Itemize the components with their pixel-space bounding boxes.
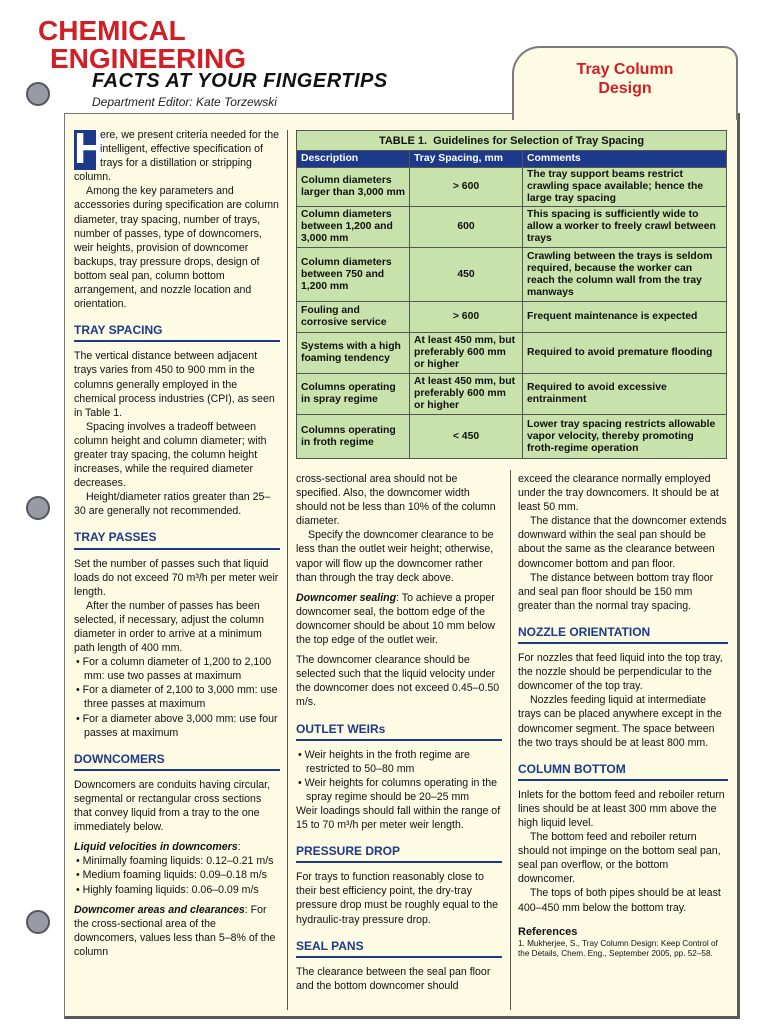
tray-spacing-p2: Spacing involves a tradeoff between column height and column diameter; with greater tray spacing, the column height increases, while the required diameter decreases. <box>74 420 267 490</box>
velocities-title: Liquid velocities in downcomers: <box>74 841 241 854</box>
table-row <box>297 374 727 415</box>
mid-p1: cross-sectional area should not be specified. Also, the downcomer width should not be less than 10% of the column diameter. <box>296 473 496 528</box>
tray-passes-p2: After the number of passes has been selected, if necessary, adjust the column diameter in order to arrive at a minimum path length of 400 mm. <box>74 599 264 655</box>
right-p2: The distance that the downcomer extends downward within the seal pan should be about the same as the clearance between downcomer bottom and pan floor. <box>518 515 727 570</box>
table-row <box>297 207 727 248</box>
tray-passes-p1: Set the number of passes such that liquid loads do not exceed 70 m³/h per meter weir length. <box>74 557 279 598</box>
left-column <box>74 124 280 959</box>
table-header-cell: Description <box>297 151 410 168</box>
table-row <box>297 168 727 207</box>
column-bottom-p2: The bottom feed and reboiler return should not impinge on the bottom seal pan, seal pan overflow, or the bottom downcomer. <box>518 831 721 886</box>
mid-p2: Specify the downcomer clearance to be less than the outlet weir height; otherwise, vapor will flow up the downcomer rather than through the tray deck above. <box>296 529 494 584</box>
department-editor: Department Editor: Kate Torzewski <box>92 95 277 109</box>
heading-pressure-drop: PRESSURE DROP <box>296 837 502 863</box>
tray-passes-list <box>74 655 280 740</box>
tray-spacing-p1: The vertical distance between adjacent trays varies from 450 to 900 mm in the columns generally employed in the chemical process industries (CPI), as seen in Table 1. <box>74 350 275 419</box>
outlet-weirs-p1: Weir loadings should fall within the range of 15 to 70 m³/h per meter weir length. <box>296 804 501 832</box>
binder-hole-top <box>26 82 50 106</box>
table-cell: Crawling between the trays is seldom required, because the worker can reach the column wall from the tray manways <box>523 248 727 302</box>
table-row <box>297 415 727 459</box>
downcomers-p1: Downcomers are conduits having circular, segmental or rectangular cross sections that convey liquid from a tray to the one immediately below. <box>74 778 271 834</box>
right-p3: The distance between bottom tray floor and seal pan floor should be 150 mm greater than the normal tray spacing. <box>518 571 714 612</box>
middle-column <box>296 472 502 993</box>
table-cell: At least 450 mm, but preferably 600 mm or higher <box>410 333 523 374</box>
heading-tray-spacing: TRAY SPACING <box>74 316 280 342</box>
list-item: • Minimally foaming liquids: 0.12–0.21 m/s <box>74 854 280 868</box>
mid-p4: The downcomer clearance should be selected such that the liquid velocity under the downcomer does not exceed 0.45–0.50 m/s. <box>296 654 500 709</box>
table-cell: 600 <box>410 207 523 248</box>
heading-tray-passes: TRAY PASSES <box>74 523 280 549</box>
table-header-row <box>297 151 727 168</box>
right-column <box>518 472 728 959</box>
table-cell: < 450 <box>410 415 523 459</box>
references-heading: References <box>518 925 578 938</box>
tray-spacing-p3: Height/diameter ratios greater than 25–30 are generally not recommended. <box>74 491 271 518</box>
intro-text: ere, we present criteria needed for the intelligent, effective specification of trays for a distillation or stripping column. <box>74 129 280 184</box>
chemical-engineering-logo <box>36 14 276 74</box>
table-cell: Columns operating in spray regime <box>297 374 410 415</box>
list-item: • Medium foaming liquids: 0.09–0.18 m/s <box>74 868 280 882</box>
binder-hole-bottom <box>26 910 50 934</box>
table-cell: This spacing is sufficiently wide to allow a worker to freely crawl between trays <box>523 207 727 248</box>
velocities-list <box>74 854 280 896</box>
downcomer-sealing-paragraph: Downcomer sealing: To achieve a proper downcomer seal, the bottom edge of the downcomer should be about 10 mm below the top edge of the outlet weir. <box>296 591 496 647</box>
list-item: • For a column diameter of 1,200 to 2,100 mm: use two passes at maximum <box>74 655 280 683</box>
heading-nozzle-orientation: NOZZLE ORIENTATION <box>518 618 728 644</box>
list-item: • For a diameter of 2,100 to 3,000 mm: use three passes at maximum <box>74 683 280 711</box>
right-p1: exceed the clearance normally employed under the tray downcomers. It should be at least 50 mm. <box>518 473 719 514</box>
heading-seal-pans: SEAL PANS <box>296 932 502 958</box>
department-title: FACTS AT YOUR FINGERTIPS <box>92 70 388 92</box>
table-tray-spacing <box>296 130 727 459</box>
heading-downcomers: DOWNCOMERS <box>74 745 280 771</box>
table-cell: > 600 <box>410 302 523 333</box>
table-row <box>297 248 727 302</box>
heading-column-bottom: COLUMN BOTTOM <box>518 755 728 781</box>
nozzle-p1: For nozzles that feed liquid into the top tray, the nozzle should be perpendicular to the downcomer of the top tray. <box>518 652 723 693</box>
list-item: • Highly foaming liquids: 0.06–0.09 m/s <box>74 883 280 897</box>
table-cell: The tray support beams restrict crawling space available; hence the large tray spacing <box>523 168 727 207</box>
svg-text:ENGINEERING: ENGINEERING <box>50 43 247 74</box>
table-cell: At least 450 mm, but preferably 600 mm or higher <box>410 374 523 415</box>
nozzle-p2: Nozzles feeding liquid at intermediate trays can be placed anywhere except in the downcomer segment. The space between the two trays should be at least 800 mm. <box>518 694 722 749</box>
pressure-drop-p1: For trays to function reasonably close to their best efficiency point, the dry-tray pressure drop must be roughly equal to the hydraulic-tray pressure drop. <box>296 871 498 926</box>
table-caption: TABLE 1. Guidelines for Selection of Tray Spacing <box>297 131 727 151</box>
table-cell: Columns operating in froth regime <box>297 415 410 459</box>
table-cell: > 600 <box>410 168 523 207</box>
table-header-cell: Comments <box>523 151 727 168</box>
table-cell: Column diameters between 750 and 1,200 mm <box>297 248 410 302</box>
binder-hole-middle <box>26 496 50 520</box>
column-bottom-p1: Inlets for the bottom feed and reboiler return lines should be at least 300 mm above the high liquid level. <box>518 788 725 829</box>
column-divider-left <box>287 130 288 1010</box>
table-cell: 450 <box>410 248 523 302</box>
table-cell: Column diameters larger than 3,000 mm <box>297 168 410 207</box>
table-header-cell: Tray Spacing, mm <box>410 151 523 168</box>
topic-title: Tray Column Design <box>576 61 674 97</box>
heading-outlet-weirs: OUTLET WEIRs <box>296 715 502 741</box>
table-row <box>297 333 727 374</box>
downcomer-areas-paragraph: Downcomer areas and clearances: For the cross-sectional area of the downcomers, values less than 5–8% of the column <box>74 903 276 958</box>
intro-paragraph-2: Among the key parameters and accessories during specification are column diameter, tray spacing, number of trays, number of passes, type of downcomers, weir heights, provision of downcomer backups, tray pressure drops, design of bottom seal pan, column bottom arrangement, and nozzle location and orientation. <box>74 185 279 311</box>
seal-pans-p1: The clearance between the seal pan floor and the bottom downcomer should <box>296 965 491 992</box>
tab-joint <box>514 112 736 116</box>
list-item: • Weir heights for columns operating in the spray regime should be 20–25 mm <box>296 776 502 804</box>
table-cell: Required to avoid excessive entrainment <box>523 374 727 415</box>
column-bottom-p3: The tops of both pipes should be at least 400–450 mm below the bottom tray. <box>518 887 721 914</box>
intro-paragraph <box>74 124 280 184</box>
topic-tab <box>512 46 738 120</box>
table-cell: Lower tray spacing restricts allowable vapor velocity, thereby promoting froth-regime operation <box>523 415 727 459</box>
table-cell: Systems with a high foaming tendency <box>297 333 410 374</box>
list-item: • For a diameter above 3,000 mm: use four passes at maximum <box>74 712 280 740</box>
table-cell: Fouling and corrosive service <box>297 302 410 333</box>
reference-item: 1. Mukherjee, S., Tray Column Design: Keep Control of the Details, Chem. Eng., September 2005, pp. 52–58. <box>518 938 718 958</box>
svg-text:CHEMICAL: CHEMICAL <box>38 15 186 46</box>
drop-cap: H <box>74 124 106 173</box>
table-row <box>297 302 727 333</box>
list-item: • Weir heights in the froth regime are restricted to 50–80 mm <box>296 748 502 776</box>
outlet-weirs-list <box>296 748 502 804</box>
table-cell: Required to avoid premature flooding <box>523 333 727 374</box>
table-cell: Frequent maintenance is expected <box>523 302 727 333</box>
column-divider-right <box>510 470 511 1010</box>
table-cell: Column diameters between 1,200 and 3,000 mm <box>297 207 410 248</box>
